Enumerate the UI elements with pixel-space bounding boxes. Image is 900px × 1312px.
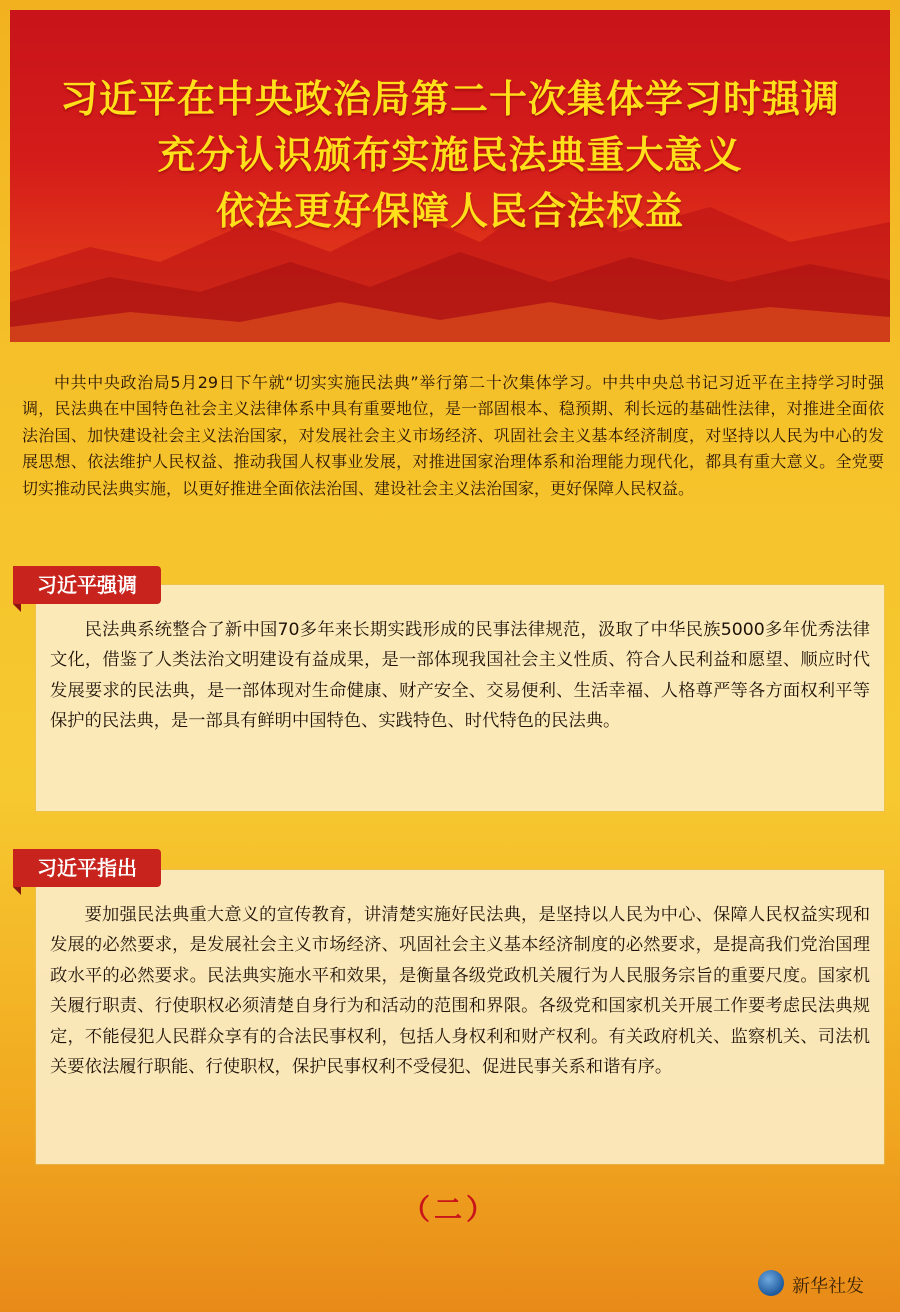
title-line-3: 依法更好保障人民合法权益 bbox=[215, 189, 684, 233]
xinhua-globe-icon bbox=[758, 1270, 784, 1296]
section-box-pointed-out bbox=[36, 870, 884, 1164]
title-line-2: 充分认识颁布实施民法典重大意义 bbox=[157, 133, 743, 177]
section-tag-emphasized: 习近平强调 bbox=[13, 566, 161, 604]
part-label: （二） bbox=[401, 1193, 498, 1226]
title-line-1: 习近平在中央政治局第二十次集体学习时强调 bbox=[59, 77, 840, 121]
section-text-pointed-out: 要加强民法典重大意义的宣传教育，讲清楚实施好民法典，是坚持以人民为中心、保障人民权益实现和发展的必然要求，是发展社会主义市场经济、巩固社会主义基本经济制度的必然要求，是提高我们党治国理政水平的必然要求。民法典实施水平和效果，是衡量各级党政机关履行为人民服务宗旨的重要尺度。国家机关履行职责、行使职权必须清楚自身行为和活动的范围和界限。各级党和国家机关开展工作要考虑民法典规定，不能侵犯人民群众享有的合法民事权利，包括人身权利和财产权利。有关政府机关、监察机关、司法机关要依法履行职能、行使职权，保护民事权利不受侵犯、促进民事关系和谐有序。 bbox=[50, 905, 870, 1078]
source-credit: 新华社发 bbox=[792, 1276, 864, 1297]
section-box-emphasized bbox=[36, 585, 884, 811]
header-banner bbox=[10, 10, 890, 342]
section-text-emphasized: 民法典系统整合了新中国70多年来长期实践形成的民事法律规范，汲取了中华民族5000多年优秀法律文化，借鉴了人类法治文明建设有益成果，是一部体现我国社会主义性质、符合人民利益和愿望、顺应时代发展要求的民法典，是一部体现对生命健康、财产安全、交易便利、生活幸福、人格尊严等各方面权利平等保护的民法典，是一部具有鲜明中国特色、实践特色、时代特色的民法典。 bbox=[50, 620, 870, 732]
intro-paragraph: 中共中央政治局5月29日下午就“切实实施民法典”举行第二十次集体学习。中共中央总书记习近平在主持学习时强调，民法典在中国特色社会主义法律体系中具有重要地位，是一部固根本、稳预期、利长远的基础性法律，对推进全面依法治国、加快建设社会主义法治国家，对发展社会主义市场经济、巩固社会主义基本经济制度，对坚持以人民为中心的发展思想、依法维护人民权益、推动我国人权事业发展，对推进国家治理体系和治理能力现代化，都具有重大意义。全党要切实推动民法典实施，以更好推进全面依法治国、建设社会主义法治国家，更好保障人民权益。 bbox=[22, 373, 884, 498]
section-tag-pointed-out: 习近平指出 bbox=[13, 849, 161, 887]
